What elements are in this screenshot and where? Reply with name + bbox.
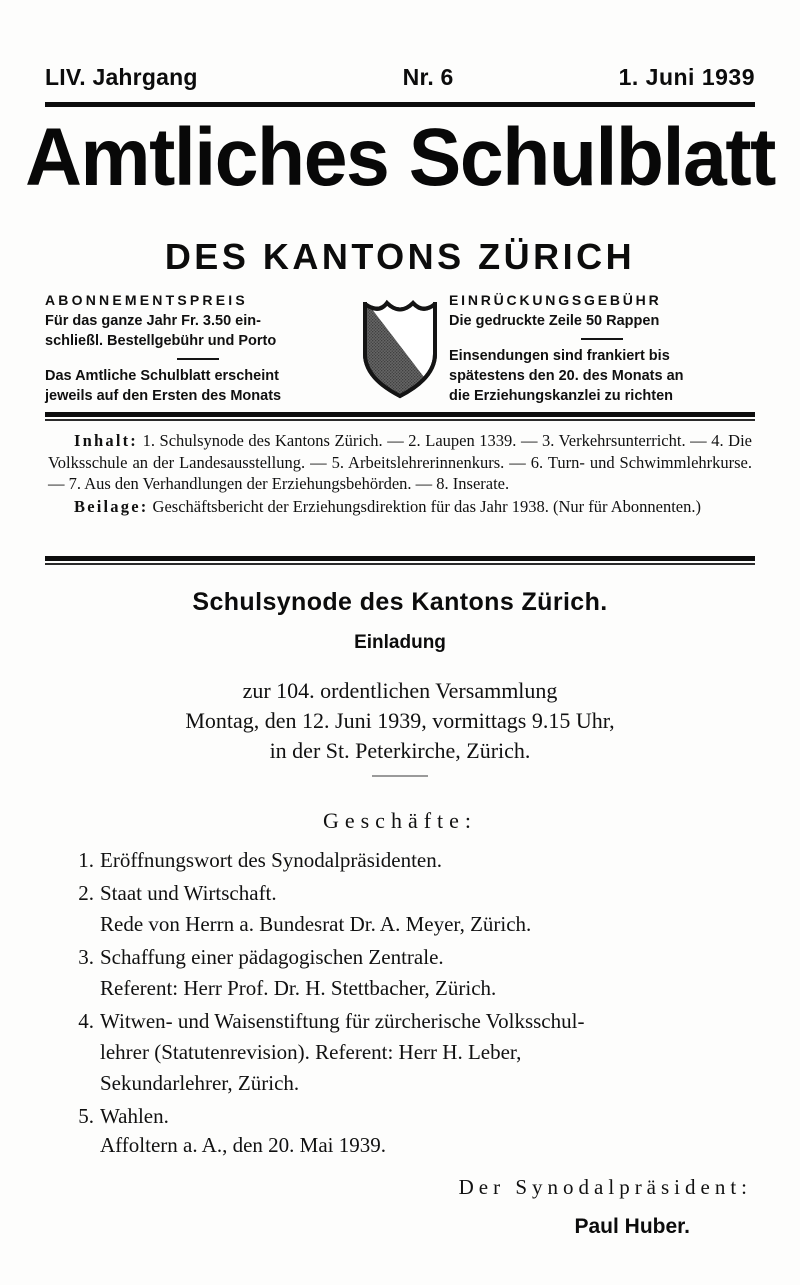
advertising-note-line2: spätestens den 20. des Monats an — [449, 368, 684, 384]
agenda-item-line: Sekundarlehrer, Zürich. — [100, 1071, 300, 1095]
agenda-item-line: Staat und Wirtschaft. — [100, 881, 277, 905]
contents-body: 1. Schulsynode des Kantons Zürich. — 2. Laupen 1339. — 3. Verkehrsunterricht. — 4. Die Volksschule an der Landesausstellung. — 5. Arbeitslehrerinnenkurs. — 6. Turn- und Schwimmlehrkurse. — 7. Aus den Verhandlungen der Erziehungsbehörden. — 8. Inserate. — [48, 431, 752, 493]
agenda-item-number: 3. — [78, 945, 94, 969]
agenda-item-number: 2. — [78, 881, 94, 905]
table-of-contents — [48, 430, 752, 517]
invitation-line-1: zur 104. ordentlichen Versammlung — [242, 678, 558, 703]
subscription-price-line2: schließl. Bestellgebühr und Porto — [45, 333, 277, 349]
agenda-item-line: Schaffung einer pädagogischen Zentrale. — [100, 945, 444, 969]
advertising-rate-line1: Die gedruckte Zeile 50 Rappen — [449, 313, 660, 329]
subscription-note-line2: jeweils auf den Ersten des Monats — [45, 388, 282, 404]
section-separator — [372, 775, 428, 777]
contents-bottom-divider-thin — [45, 563, 755, 565]
agenda-item-line: Witwen- und Waisenstiftung für zürcherische Volksschul- — [100, 1009, 585, 1033]
signature-role: Der Synodalpräsident: — [458, 1175, 752, 1199]
contents-supplement-paragraph — [48, 496, 752, 518]
contents-supplement-label: Beilage: — [74, 496, 149, 516]
invitation-text — [0, 676, 800, 766]
contents-bottom-divider — [45, 556, 755, 561]
agenda-item — [62, 942, 742, 1004]
agenda-item-line: Referent: Herr Prof. Dr. H. Stettbacher, Zürich. — [100, 976, 497, 1000]
subscription-price-line1: Für das ganze Jahr Fr. 3.50 ein- — [45, 313, 261, 329]
advertising-separator — [581, 338, 623, 340]
contents-supplement-body: Geschäftsbericht der Erziehungsdirektion für das Jahr 1938. (Nur für Abonnenten.) — [152, 496, 702, 516]
agenda-item-line: Wahlen. — [100, 1104, 169, 1128]
masthead-divider — [45, 102, 755, 107]
subscription-heading: ABONNEMENTSPREIS — [45, 292, 248, 308]
publication-date: 1. Juni 1939 — [618, 64, 755, 90]
article-subtitle: Einladung — [354, 632, 446, 653]
contents-top-divider — [45, 412, 755, 417]
advertising-heading: EINRÜCKUNGSGEBÜHR — [449, 292, 662, 308]
subscription-info — [45, 290, 351, 406]
advertising-note-line3: die Erziehungskanzlei zu richten — [449, 388, 673, 404]
agenda-item — [62, 878, 742, 940]
publication-title: Amtliches Schulblatt — [25, 112, 775, 203]
volume-label: LIV. Jahrgang — [45, 64, 198, 90]
closing-date: Affoltern a. A., den 20. Mai 1939. — [100, 1133, 386, 1157]
subscription-separator — [177, 358, 219, 360]
masthead-meta — [45, 64, 755, 91]
contents-label: Inhalt: — [74, 431, 138, 450]
advertising-info — [449, 290, 755, 406]
agenda-item — [62, 845, 742, 876]
zurich-coat-of-arms-icon — [357, 292, 443, 402]
subscription-note-line1: Das Amtliche Schulblatt erscheint — [45, 368, 279, 384]
article-title: Schulsynode des Kantons Zürich. — [192, 588, 608, 616]
signature-name: Paul Huber. — [574, 1215, 690, 1238]
publication-subtitle: DES KANTONS ZÜRICH — [164, 236, 636, 277]
invitation-line-2: Montag, den 12. Juni 1939, vormittags 9.15 Uhr, — [185, 708, 615, 733]
advertising-note-line1: Einsendungen sind frankiert bis — [449, 348, 670, 364]
agenda-item-line: lehrer (Statutenrevision). Referent: Herr H. Leber, — [100, 1040, 522, 1064]
agenda-item — [62, 1006, 742, 1099]
agenda-item-line: Eröffnungswort des Synodalpräsidenten. — [100, 848, 442, 872]
contents-top-divider-thin — [45, 419, 755, 421]
agenda-list — [62, 845, 742, 1134]
agenda-heading: Geschäfte: — [322, 808, 478, 833]
info-band — [45, 290, 755, 408]
agenda-item-line: Rede von Herrn a. Bundesrat Dr. A. Meyer, Zürich. — [100, 912, 532, 936]
agenda-item — [62, 1101, 742, 1132]
agenda-item-number: 5. — [78, 1104, 94, 1128]
agenda-item-number: 4. — [78, 1009, 94, 1033]
contents-main-paragraph — [48, 430, 752, 495]
agenda-item-number: 1. — [78, 848, 94, 872]
invitation-line-3: in der St. Peterkirche, Zürich. — [269, 738, 531, 763]
issue-number: Nr. 6 — [402, 64, 454, 90]
